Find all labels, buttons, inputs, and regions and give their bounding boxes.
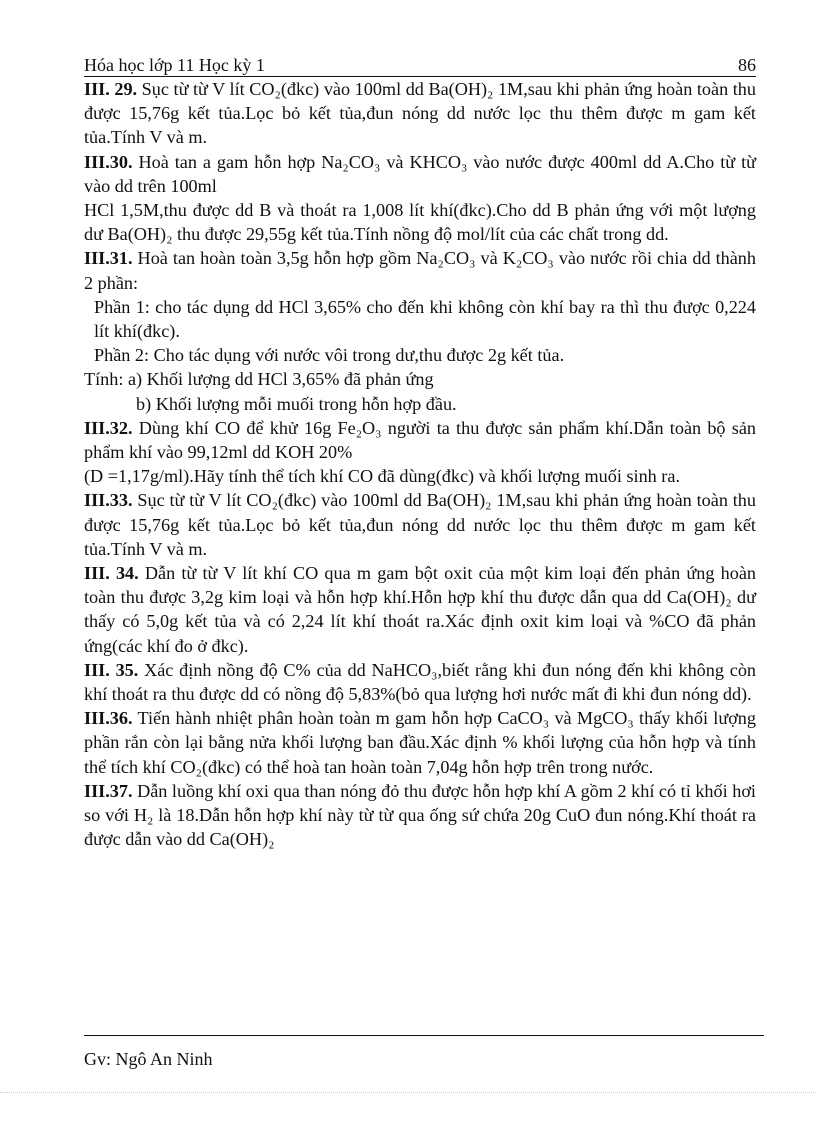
problem-text: Dẫn từ từ V lít khí CO qua m gam bột oxit của một kim loại đến phản ứng hoàn toàn thu được 3,2g kim loại và hỗn hợp khí.Hỗn hợp khí thu được dẫn qua dd Ca(OH)₂ dư thấy có 5,0g kết tủa và có 2,24 lít khí thoát ra.Xác định oxit kim loại và %CO đã phản ứng(các khí đo ở đkc). (84, 563, 756, 656)
problem-31-part2: Phần 2: Cho tác dụng với nước vôi trong dư,thu được 2g kết tủa. (94, 345, 565, 366)
page (84, 54, 756, 1104)
problem-32-continued: (D =1,17g/ml).Hãy tính thể tích khí CO đã dùng(đkc) và khối lượng muối sinh ra. (84, 466, 680, 487)
problem-30 (84, 150, 756, 198)
page-edge (0, 1092, 816, 1093)
problem-number: III.36. (84, 708, 133, 729)
page-number: 86 (738, 55, 756, 75)
problem-number: III.37. (84, 780, 133, 801)
page-footer (84, 1048, 213, 1070)
problem-text: Sục từ từ V lít CO₂(đkc) vào 100ml dd Ba(OH)₂ 1M,sau khi phản ứng hoàn toàn thu được 15,76g kết tủa.Lọc bỏ kết tủa,đun nóng dd nước lọc thu thêm được m gam kết tủa.Tính V và m. (84, 79, 756, 148)
footer-rule (84, 1035, 764, 1036)
problem-31-question-b: b) Khối lượng mỗi muối trong hỗn hợp đầu. (136, 393, 457, 414)
problem-number: III. 35. (84, 659, 139, 680)
page-header (84, 54, 756, 77)
problem-34 (84, 561, 756, 658)
problem-29 (84, 77, 756, 150)
problem-30-continued: HCl 1,5M,thu được dd B và thoát ra 1,008 lít khí(đkc).Cho dd B phản ứng với một lượng dư Ba(OH)₂ thu được 29,55g kết tủa.Tính nồng độ mol/lít của các chất trong dd. (84, 200, 756, 245)
problem-31-question-a: Tính: a) Khối lượng dd HCl 3,65% đã phản ứng (84, 369, 434, 390)
problem-number: III.32. (84, 417, 133, 438)
problem-33 (84, 488, 756, 561)
problem-text: Hoà tan a gam hỗn hợp Na₂CO₃ và KHCO₃ vào nước được 400ml dd A.Cho từ từ vào dd trên 100ml (84, 151, 756, 196)
problem-text: Dùng khí CO để khử 16g Fe₂O₃ người ta thu được sản phẩm khí.Dẫn toàn bộ sản phẩm khí vào 99,12ml dd KOH 20% (84, 417, 756, 463)
problem-35 (84, 658, 756, 706)
problem-text: Dẫn luồng khí oxi qua than nóng đỏ thu được hỗn hợp khí A gồm 2 khí có tỉ khối hơi so với H₂ là 18.Dẫn hỗn hợp khí này từ từ qua ống sứ chứa 20g CuO đun nóng.Khí thoát ra được dẫn vào dd Ca(OH)₂ (84, 780, 756, 850)
problem-number: III.31. (84, 248, 133, 269)
problem-text: Xác định nồng độ C% của dd NaHCO₃,biết rằng khi đun nóng đến khi không còn khí thoát ra thu được dd có nồng độ 5,83%(bỏ qua lượng hơi nước mất đi khi đun nóng dd). (84, 659, 757, 705)
problem-number: III.33. (84, 490, 133, 511)
problem-number: III. 29. (84, 79, 138, 99)
problem-31 (84, 246, 756, 294)
header-title: Hóa học lớp 11 Học kỳ 1 (84, 55, 265, 75)
problem-text: Hoà tan hoàn toàn 3,5g hỗn hợp gồm Na₂CO₃ và K₂CO₃ vào nước rồi chia dd thành 2 phần: (84, 248, 756, 293)
problem-number: III.30. (84, 151, 133, 172)
problem-31-part1: Phần 1: cho tác dụng dd HCl 3,65% cho đến khi không còn khí bay ra thì thu được 0,224 lít khí(đkc). (94, 296, 756, 342)
problem-list (84, 77, 756, 852)
problem-number: III. 34. (84, 563, 139, 584)
problem-37 (84, 779, 756, 852)
author: Gv: Ngô An Ninh (84, 1049, 213, 1069)
problem-36 (84, 706, 756, 779)
problem-text: Sục từ từ V lít CO₂(đkc) vào 100ml dd Ba(OH)₂ 1M,sau khi phản ứng hoàn toàn thu được 15,76g kết tủa.Lọc bỏ kết tủa,đun nóng dd nước lọc thu thêm được m gam kết tủa.Tính V và m. (84, 490, 756, 559)
problem-32 (84, 416, 756, 464)
problem-text: Tiến hành nhiệt phân hoàn toàn m gam hỗn hợp CaCO₃ và MgCO₃ thấy khối lượng phần rắn còn lại bằng nửa khối lượng ban đầu.Xác định % khối lượng của hỗn hợp và tính thể tích khí CO₂(đkc) có thể hoà tan hoàn toàn 7,04g hỗn hợp trên trong nước. (84, 708, 756, 777)
